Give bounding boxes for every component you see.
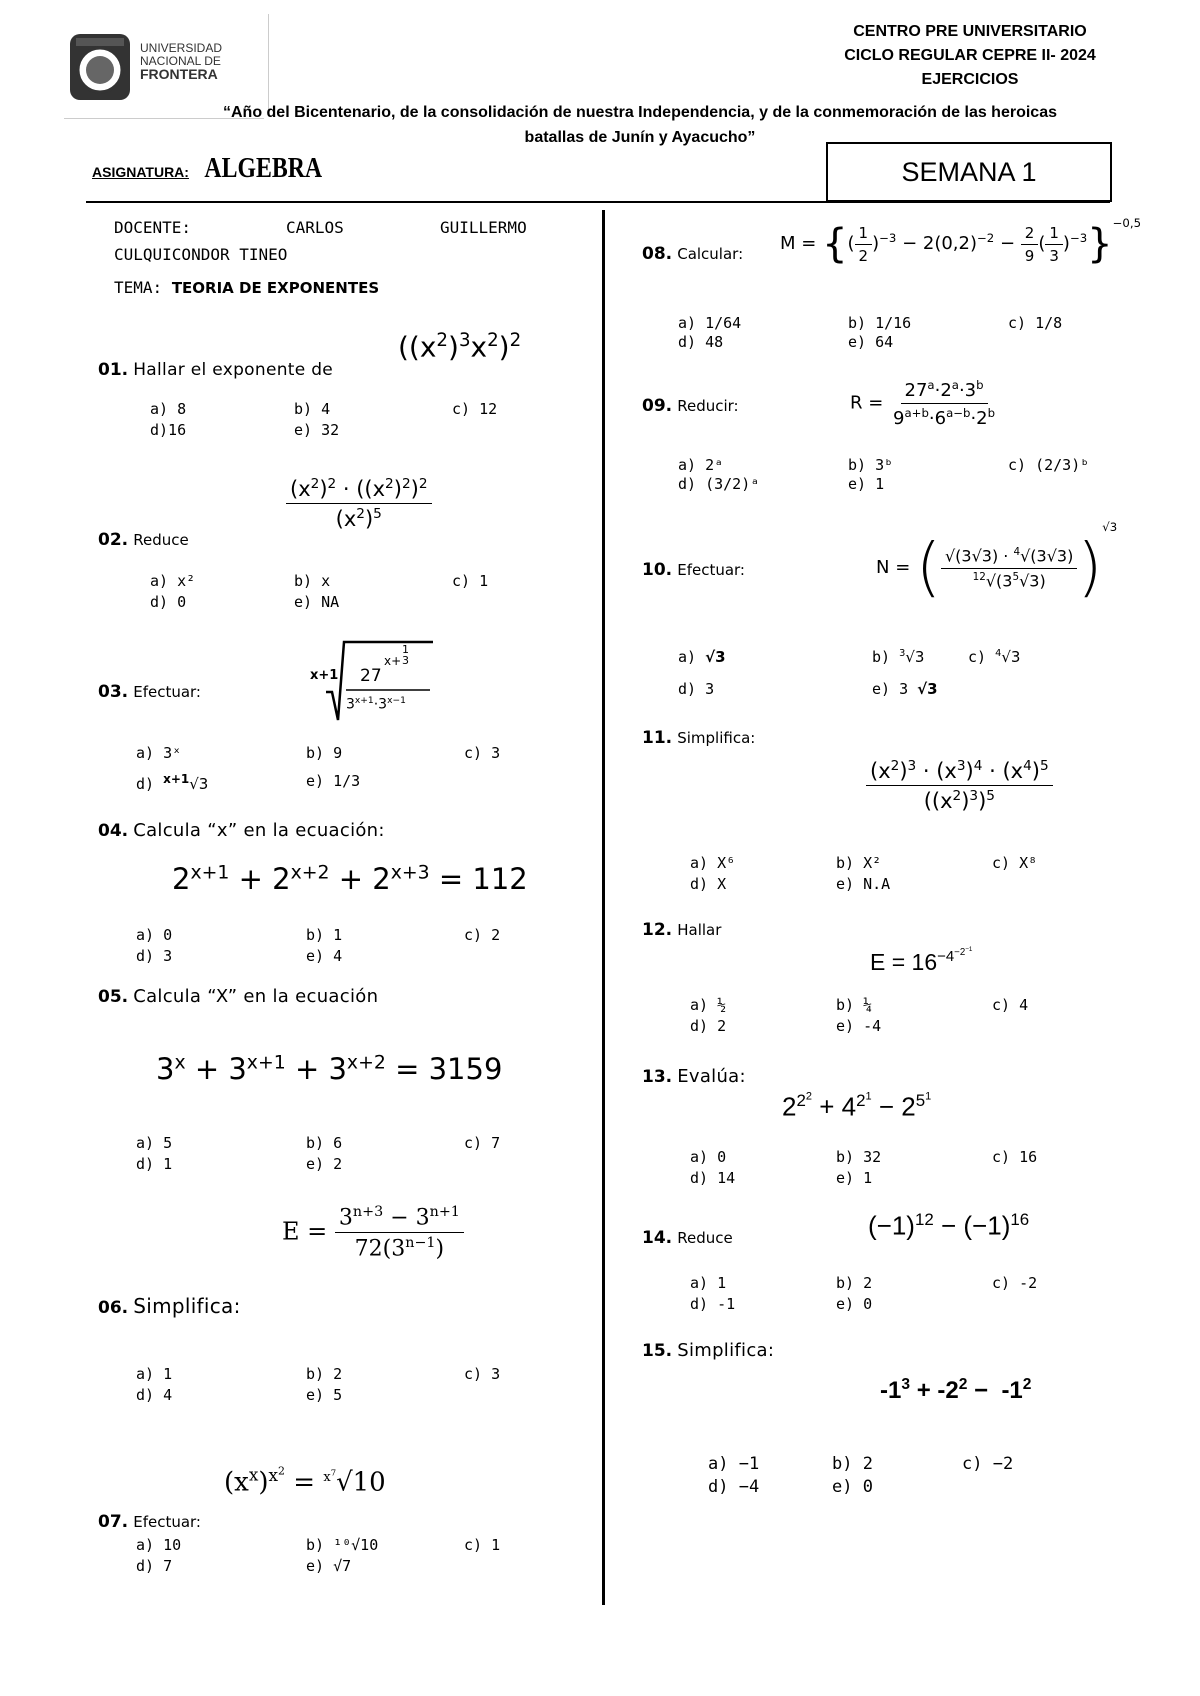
q13-opt-c[interactable]: c) 16 <box>992 1148 1038 1166</box>
q10-opt-e[interactable]: e) 3 √3 <box>872 680 938 698</box>
question-label: Calcula “X” en la ecuación <box>133 986 379 1007</box>
q1-expression: $((x^2)^3x^2)^2$ <box>398 330 522 364</box>
q14-opt-e[interactable]: e) 0 <box>836 1295 873 1313</box>
q9-opt-e[interactable]: e) 1 <box>848 475 885 493</box>
q7-opt-a[interactable]: a) 10 <box>136 1536 182 1554</box>
question-11 <box>642 728 755 748</box>
question-label: Efectuar: <box>677 561 745 579</box>
q2-opt-c[interactable]: c) 1 <box>452 572 489 590</box>
question-number: 09. <box>642 396 673 416</box>
q3-opt-b[interactable]: b) 9 <box>306 744 343 762</box>
q15-opt-d[interactable]: d) −4 <box>708 1477 760 1497</box>
q13-opt-a[interactable]: a) 0 <box>690 1148 727 1166</box>
topic-label: TEMA: <box>114 278 163 297</box>
q12-opt-c[interactable]: c) 4 <box>992 996 1029 1014</box>
q10-expression: N = ( $\frac{√(3√3) \cdot ^4√(3√3)}{^{12}√(3^5√3)}$ )$^{√3}$ <box>876 520 1118 605</box>
q2-opt-d[interactable]: d) 0 <box>150 593 187 611</box>
header-rule <box>86 201 1110 203</box>
q1-opt-d[interactable]: d)16 <box>150 421 187 439</box>
q13-opt-d[interactable]: d) 14 <box>690 1169 736 1187</box>
q1-opt-c[interactable]: c) 12 <box>452 400 498 418</box>
question-04 <box>98 820 385 841</box>
q4-equation: $2^{x+1} + 2^{x+2} + 2^{x+3} = 112$ <box>172 862 528 896</box>
q6-opt-e[interactable]: e) 5 <box>306 1386 343 1404</box>
q14-opt-c[interactable]: c) -2 <box>992 1274 1038 1292</box>
question-label: Calcula “x” en la ecuación: <box>133 820 385 841</box>
q14-opt-a[interactable]: a) 1 <box>690 1274 727 1292</box>
teacher-name-3: CULQUICONDOR TINEO <box>114 245 288 264</box>
motto: “Año del Bicentenario, de la consolidación de nuestra Independencia, y de la conmemoración de las heroicas <box>222 104 1057 121</box>
q2-opt-e[interactable]: e) NA <box>294 593 340 611</box>
q9-opt-b[interactable]: b) 3ᵇ <box>848 456 894 474</box>
q6-opt-d[interactable]: d) 4 <box>136 1386 173 1404</box>
q7-opt-c[interactable]: c) 1 <box>464 1536 501 1554</box>
week-box <box>826 142 1112 202</box>
q1-opt-a[interactable]: a) 8 <box>150 400 187 418</box>
q4-opt-d[interactable]: d) 3 <box>136 947 173 965</box>
question-13 <box>642 1066 746 1087</box>
teacher-name-1: CARLOS <box>286 218 344 237</box>
q15-opt-b[interactable]: b) 2 <box>832 1454 873 1474</box>
question-number: 12. <box>642 920 673 940</box>
q15-expression: $-1^3 + -2^2 - -1^2$ <box>880 1376 1032 1404</box>
question-label: Hallar <box>677 921 722 939</box>
week-label: SEMANA 1 <box>901 156 1037 187</box>
topic: TEORIA DE EXPONENTES <box>171 279 380 297</box>
header-center-1: CENTRO PRE UNIVERSITARIO <box>853 23 1087 40</box>
q11-opt-e[interactable]: e) N.A <box>836 875 891 893</box>
q7-opt-b[interactable]: b) ¹⁰√10 <box>306 1536 379 1554</box>
question-03 <box>98 682 201 702</box>
question-label: Efectuar: <box>133 683 201 701</box>
q4-opt-a[interactable]: a) 0 <box>136 926 173 944</box>
question-12 <box>642 920 721 940</box>
q10-opt-c[interactable]: c) $^4$√3 <box>968 648 1021 666</box>
question-number: 15. <box>642 1341 673 1361</box>
q9-opt-d[interactable]: d) (3/2)ᵃ <box>678 475 760 493</box>
question-label: Reduce <box>677 1229 733 1247</box>
q6-opt-c[interactable]: c) 3 <box>464 1365 501 1383</box>
q2-opt-a[interactable]: a) x² <box>150 572 196 590</box>
q13-opt-e[interactable]: e) 1 <box>836 1169 873 1187</box>
q11-opt-d[interactable]: d) X <box>690 875 727 893</box>
question-number: 11. <box>642 728 673 748</box>
q3-expression: x+1 27 x+ 1 3 $3^{x+1}\cdot 3^{x-1}$ <box>308 640 438 722</box>
q9-opt-a[interactable]: a) 2ᵃ <box>678 456 724 474</box>
question-label: Calcular: <box>677 245 744 263</box>
q1-opt-b[interactable]: b) 4 <box>294 400 331 418</box>
q9-expression: R = $\frac{27^a\cdot 2^a\cdot 3^b}{9^{a+b}\cdot 6^{a-b}\cdot 2^b}$ <box>850 378 996 429</box>
question-number: 04. <box>98 821 129 841</box>
logo-line-2: NACIONAL DE <box>140 54 221 68</box>
q12-opt-d[interactable]: d) 2 <box>690 1017 727 1035</box>
question-label: Reduce <box>133 531 189 549</box>
header-center-3: EJERCICIOS <box>921 71 1019 88</box>
university-logo <box>64 30 254 106</box>
q14-opt-b[interactable]: b) 2 <box>836 1274 873 1292</box>
motto-2: batallas de Junín y Ayacucho” <box>524 129 756 146</box>
question-number: 10. <box>642 560 673 580</box>
question-02 <box>98 530 189 550</box>
q3-opt-e[interactable]: e) 1/3 <box>306 772 361 790</box>
q12-opt-b[interactable]: b) ¼ <box>836 996 873 1014</box>
q5-opt-b[interactable]: b) 6 <box>306 1134 343 1152</box>
q5-opt-a[interactable]: a) 5 <box>136 1134 173 1152</box>
question-14 <box>642 1228 733 1248</box>
q10-opt-b[interactable]: b) $^3$√3 <box>872 648 925 666</box>
q4-opt-c[interactable]: c) 2 <box>464 926 501 944</box>
question-number: 02. <box>98 530 129 550</box>
question-number: 08. <box>642 244 673 264</box>
question-05 <box>98 986 378 1007</box>
question-09 <box>642 396 739 416</box>
logo-line-1: UNIVERSIDAD <box>140 41 223 55</box>
q11-opt-a[interactable]: a) X⁶ <box>690 854 736 872</box>
question-label: Efectuar: <box>133 1513 201 1531</box>
q6-opt-a[interactable]: a) 1 <box>136 1365 173 1383</box>
question-label: Simplifica: <box>133 1294 241 1318</box>
logo-divider <box>268 14 269 114</box>
question-number: 07. <box>98 1512 129 1532</box>
q11-opt-c[interactable]: c) X⁸ <box>992 854 1038 872</box>
q12-opt-a[interactable]: a) ½ <box>690 996 727 1014</box>
q1-opt-e[interactable]: e) 32 <box>294 421 340 439</box>
q10-opt-d[interactable]: d) 3 <box>678 680 715 698</box>
q15-opt-e[interactable]: e) 0 <box>832 1477 873 1497</box>
question-number: 06. <box>98 1298 129 1318</box>
q8-expression: M = {( $\frac{1}{2}$ )$^{-3} - 2(0,2)^{-2}$ − $\frac{2}{9}$ ( $\frac{1}{3}$ )$^{-3}$}$^{-0,5}$ <box>780 216 1142 267</box>
question-label: Evalúa: <box>677 1066 746 1087</box>
question-15 <box>642 1340 774 1361</box>
q7-expression: $(x^x)^{x^2} = ^{x^7}√10$ <box>224 1464 386 1498</box>
question-number: 13. <box>642 1067 673 1087</box>
q11-expression: $\frac{(x^2)^3 \cdot (x^3)^4 \cdot (x^4)^5}{((x^2)^3)^5}$ <box>866 758 1053 813</box>
q8-opt-c[interactable]: c) 1/8 <box>1008 314 1063 332</box>
q8-opt-b[interactable]: b) 1/16 <box>848 314 912 332</box>
q6-expression: E = $\frac{3^{n+3} - 3^{n+1}}{72(3^{n-1})}$ <box>282 1204 464 1262</box>
header-center-2: CICLO REGULAR CEPRE II- 2024 <box>844 47 1096 64</box>
question-number: 14. <box>642 1228 673 1248</box>
q5-opt-d[interactable]: d) 1 <box>136 1155 173 1173</box>
q8-opt-a[interactable]: a) 1/64 <box>678 314 742 332</box>
question-label: Simplifica: <box>677 1340 775 1361</box>
question-06 <box>98 1294 241 1318</box>
question-08 <box>642 244 743 264</box>
question-number: 01. <box>98 360 129 380</box>
q7-opt-e[interactable]: e) √7 <box>306 1557 352 1575</box>
question-10 <box>642 560 745 580</box>
q3-opt-c[interactable]: c) 3 <box>464 744 501 762</box>
q11-opt-b[interactable]: b) X² <box>836 854 882 872</box>
logo-line-3: FRONTERA <box>140 66 218 82</box>
question-number: 05. <box>98 987 129 1007</box>
question-number: 03. <box>98 682 129 702</box>
q2-expression: $\frac{(x^2)^2 \cdot ((x^2)^2)^2}{(x^2)^5}$ <box>286 476 432 531</box>
question-01 <box>98 360 333 380</box>
q15-opt-c[interactable]: c) −2 <box>962 1454 1014 1474</box>
q3-opt-d[interactable]: d) $^{x+1}$√3 <box>136 772 209 793</box>
q6-opt-b[interactable]: b) 2 <box>306 1365 343 1383</box>
q5-opt-c[interactable]: c) 7 <box>464 1134 501 1152</box>
q12-expression: $E = 16^{-4^{-2^{-1}}}$ <box>870 946 973 975</box>
q3-opt-a[interactable]: a) 3ˣ <box>136 744 182 762</box>
q9-opt-c[interactable]: c) (2/3)ᵇ <box>1008 456 1090 474</box>
q14-expression: $(-1)^{12} - (-1)^{16}$ <box>868 1210 1030 1241</box>
q5-equation: $3^x + 3^{x+1} + 3^{x+2} = 3159$ <box>156 1052 503 1086</box>
q14-opt-d[interactable]: d) -1 <box>690 1295 736 1313</box>
column-divider <box>602 210 605 1605</box>
q5-opt-e[interactable]: e) 2 <box>306 1155 343 1173</box>
subject-name: ALGEBRA <box>204 153 323 184</box>
q13-expression: $2^{2^2} + 4^{2^1} - 2^{5^1}$ <box>782 1090 932 1122</box>
q10-opt-a[interactable]: a) √3 <box>678 648 726 666</box>
question-label: Hallar el exponente de <box>133 360 334 380</box>
shield-icon <box>68 32 132 102</box>
q13-opt-b[interactable]: b) 32 <box>836 1148 882 1166</box>
q7-opt-d[interactable]: d) 7 <box>136 1557 173 1575</box>
q8-opt-d[interactable]: d) 48 <box>678 333 724 351</box>
question-label: Reducir: <box>677 397 739 415</box>
teacher-name-2: GUILLERMO <box>440 218 527 237</box>
question-label: Simplifica: <box>677 729 756 747</box>
q12-opt-e[interactable]: e) -4 <box>836 1017 882 1035</box>
teacher-label: DOCENTE: <box>114 218 192 237</box>
subject-label: ASIGNATURA: <box>92 164 189 180</box>
q2-opt-b[interactable]: b) x <box>294 572 331 590</box>
q15-opt-a[interactable]: a) −1 <box>708 1454 760 1474</box>
q4-opt-e[interactable]: e) 4 <box>306 947 343 965</box>
q8-opt-e[interactable]: e) 64 <box>848 333 894 351</box>
question-07 <box>98 1512 201 1532</box>
q4-opt-b[interactable]: b) 1 <box>306 926 343 944</box>
